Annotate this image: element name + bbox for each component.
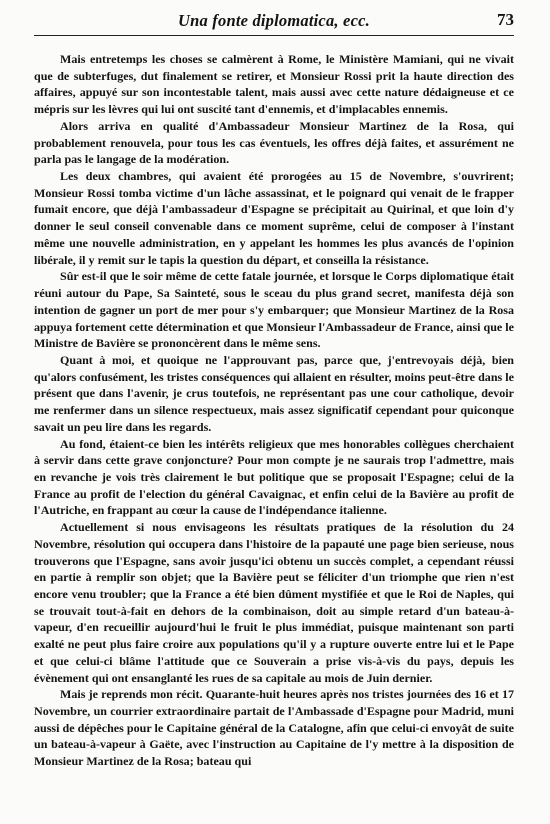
page-number: 73	[497, 10, 514, 29]
running-title: Una fonte diplomatica, ecc.	[178, 11, 370, 30]
paragraph: Actuellement si nous envisageons les résultats pratiques de la résolution du 24 Novembre, résolution qui occupera dans l'histoire de la papauté une page bien serieuse, nous trouverons que l'Espagne, sans avoir jusqu'ici obtenu un succès complet, a cependant réussi en partie à remplir son objet; que la Bavière peut se féliciter d'un triomphe que rien n'est encore venu troubler; que la France a été bien dûment mystifiée et que le Roi de Naples, qui se trouvait tout-à-fait en dehors de la combinaison, doit au simple retard d'un bateau-à-vapeur, d'en recueillir aujourd'hui le fruit le plus immédiat, puisque maintenant son parti exalté ne peut plus faire croire aux populations qu'il y a rupture ouverte entre lui et le Pape et que celui-ci blâme l'attitude que ce Souverain a prise vis-à-vis du pays, depuis les évènement qui ont ensanglanté les rues de sa capitale au mois de Juin dernier.	[34, 520, 514, 685]
paragraph: Sûr est-il que le soir même de cette fatale journée, et lorsque le Corps diplomatique était réuni autour du Pape, Sa Sainteté, sous le sceau du plus grand secret, manifesta déjà son intention de gagner un port de mer pour s'y embarquer; que Monsieur Martinez de la Rosa appuya fortement cette détermination et que Monsieur l'Ambassadeur de France, ainsi que le Ministre de Bavière se prononcèrent dans le même sens.	[34, 269, 514, 351]
paragraph: Les deux chambres, qui avaient été prorogées au 15 de Novembre, s'ouvrirent; Monsieur Rossi tomba victime d'un lâche assassinat, et le poignard qui venait de le frapper fumait encore, que déjà l'ambassadeur d'Espagne se précipitait au Quirinal, et que loin d'y donner le seul conseil convenable dans ce moment suprême, celui de composer à l'instant même une nouvelle administration, en y appelant les hommes les plus avancés de l'opinion libérale, il y remit sur le tapis la question du départ, et conseilla la résistance.	[34, 169, 514, 267]
paragraph: Mais je reprends mon récit. Quarante-huit heures après nos tristes journées des 16 et 17 Novembre, un courrier extraordinaire partait de l'Ambassade d'Espagne pour Madrid, muni aussi de dépêches pour le Capitaine général de la Catalogne, afin que celui-ci envoyât de suite un bateau-à-vapeur à Gaëte, avec l'instruction au Capitaine de l'y mettre à la disposition de Monsieur Martinez de la Rosa; bateau qui	[34, 687, 514, 769]
page-header	[34, 9, 514, 36]
paragraph: Alors arriva en qualité d'Ambassadeur Monsieur Martinez de la Rosa, qui probablement renouvela, pour tous les cas éventuels, les offres déjà faites, et assurément ne parla pas le langage de la modération.	[34, 118, 514, 167]
paragraph: Mais entretemps les choses se calmèrent à Rome, le Ministère Mamiani, qui ne vivait que de subterfuges, dut finalement se retirer, et Monsieur Rossi prit la haute direction des affaires, appuyé sur son incontestable talent, mais aussi avec cette nature dédaigneuse et ce mépris sur les lèvres qui lui ont suscité tant d'ennemis, et d'implacables ennemis.	[34, 52, 514, 117]
paragraph: Quant à moi, et quoique ne l'approuvant pas, parce que, j'entrevoyais déjà, bien qu'alors confusément, les tristes conséquences qui allaient en résulter, moins peut-être dans le présent que dans l'avenir, je crus toutefois, ne représentant pas une cour catholique, devoir me renfermer dans un silence respectueux, mais assez significatif cependant pour quiconque savait un peu lire dans les regards.	[34, 352, 514, 434]
body-text	[34, 51, 514, 770]
paragraph: Au fond, étaient-ce bien les intérêts religieux que mes honorables collègues cherchaient à servir dans cette grave conjoncture? Pour mon compte je ne saurais trop l'admettre, mais en revanche je vois très clairement le but politique que se proposait l'Espagne; celui de la France au profit de l'election du général Cavaignac, et enfin celui de la Bavière au profit de l'Autriche, en frappant au cœur la cause de l'indépendance italienne.	[34, 436, 514, 518]
